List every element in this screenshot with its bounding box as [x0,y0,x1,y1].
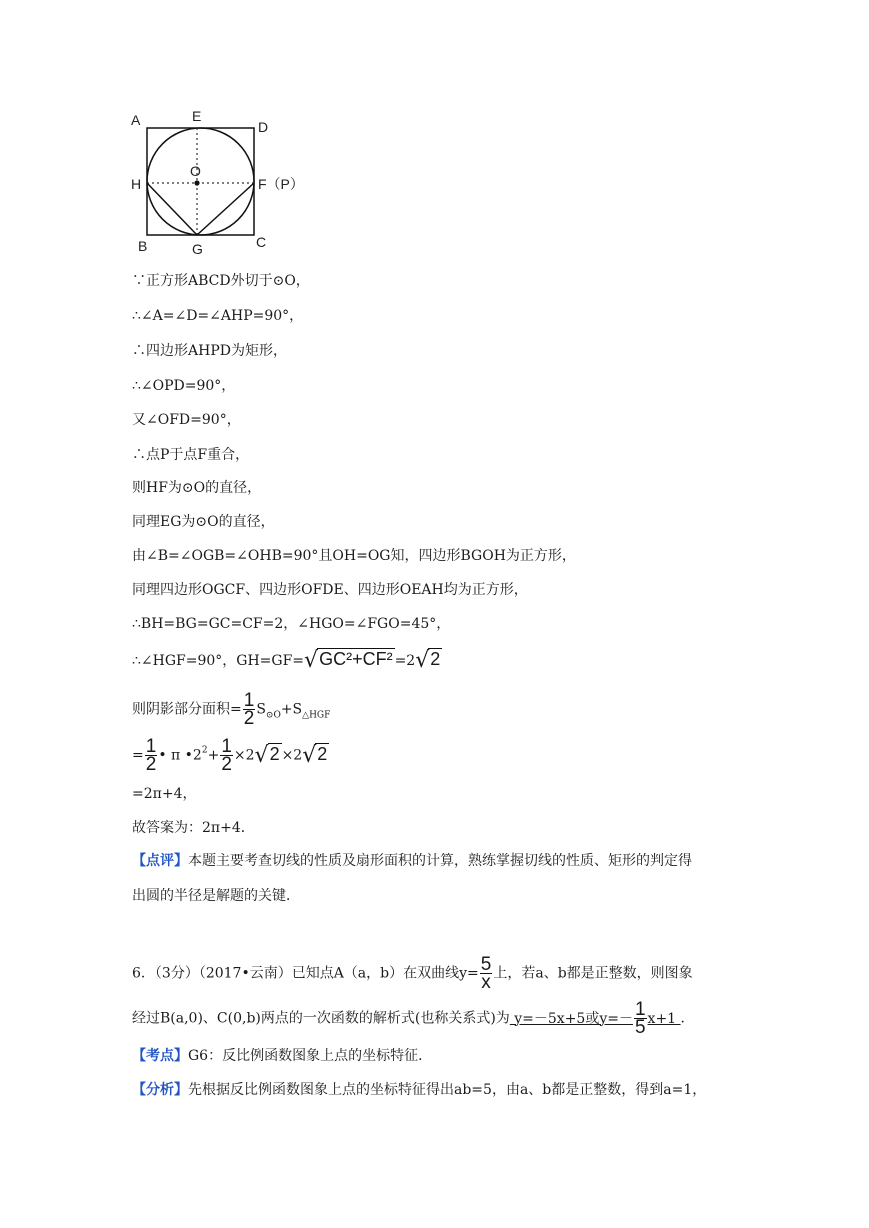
solution-line: ∴点P于点F重合， [132,447,250,463]
label-c: C [256,234,267,250]
numerator: 5 [480,954,492,975]
gh-gf-line [132,648,442,671]
question-6-line-1 [132,956,693,991]
radical-sign: √ [302,742,317,768]
radical-sign: √ [304,648,319,673]
solution-line: 则HF为⊙O的直径， [132,480,262,496]
compute-line [132,738,329,773]
comment-line [132,851,692,871]
solution-line: ∴BH=BG=GC=CF=2，∠HGO=∠FGO=45°， [132,616,451,632]
label-e: E [192,108,202,124]
solution-line: ∴四边形AHPD为矩形， [132,343,287,359]
center-point [194,180,199,185]
label-d: D [258,119,269,135]
subscript: ⊙O [265,710,281,721]
fraction-5-over-x [480,956,493,991]
s-triangle: +S [280,701,303,718]
equals: = [132,747,144,764]
radicand: 2 [269,743,280,764]
comment-tag: 【点评】 [132,853,188,869]
question-6-line-2 [132,1001,695,1036]
solution-line: ∴∠OPD=90°， [132,378,236,394]
solution-line: 同理EG为⊙O的直径， [132,514,275,530]
knowledge-point-line [132,1046,432,1066]
numerator: 1 [243,690,255,711]
line-text: ∴∠HGF=90°，GH=GF= [132,653,305,669]
knowledge-tag: 【考点】 [132,1048,188,1064]
fraction-half [243,692,256,727]
radicand: 2 [317,743,328,764]
label-b: B [138,238,148,254]
circle-o [147,128,254,235]
radicand: GC²+CF² [319,649,393,669]
fraction-half [220,738,233,773]
question-text: 6．（3分）（2017•云南）已知点A（a，b）在双曲线y= [132,965,479,982]
analysis-tag: 【分析】 [132,1082,188,1098]
fraction-1-over-5 [634,1001,647,1036]
analysis-text: 先根据反比例函数图象上点的坐标特征得出ab=5，由a、b都是正整数，得到a=1， [188,1082,707,1098]
line-text: 则阴影部分面积= [132,701,242,718]
question-text: 上，若a、b都是正整数，则图象 [493,965,693,982]
pi-term: • π •2 [158,747,202,764]
numerator: 1 [634,999,646,1020]
label-h: H [131,176,142,192]
times-two: ×2 [233,747,255,764]
solution-line: 由∠B=∠OGB=∠OHB=90°且OH=OG知，四边形BGOH为正方形， [132,548,576,564]
comment-line-2: 出圆的半径是解题的关键． [132,888,300,904]
label-o: O [190,163,201,179]
equals-two: =2 [394,653,416,669]
denominator: 2 [221,754,232,775]
solution-line: ∴∠A=∠D=∠AHP=90°， [132,308,304,324]
square-circle-figure [128,108,308,258]
label-f: F（P） [258,176,304,192]
answer-blank: y=－5x+5或y=－ $\frac{1}{5}$ x+1 [509,999,681,1038]
question-text: 经过B(a,0)、C(0,b)两点的一次函数的解析式(也称关系式)为 [132,1010,510,1027]
answer-line: 故答案为：2π+4． [132,820,255,836]
s-circle: S [256,701,266,718]
comment-text: 本题主要考查切线的性质及扇形面积的计算，熟练掌握切线的性质、矩形的判定得 [188,853,692,869]
numerator: 1 [221,736,232,757]
radical-sign: √ [415,648,430,673]
solution-line: =2π+4， [132,786,197,802]
knowledge-text: G6：反比例函数图象上点的坐标特征． [188,1048,433,1064]
denominator: 2 [243,708,255,729]
radicand: 2 [430,649,441,669]
label-a: A [131,112,141,128]
label-g: G [192,241,203,257]
subscript: △HGF [302,710,331,721]
radical-sign: √ [254,742,269,768]
superscript: 2 [201,745,208,756]
solution-line: 又∠OFD=90°， [132,412,241,428]
fraction-half [145,738,158,773]
chord-gf [197,183,254,235]
plus: + [207,747,220,764]
period: ． [680,1010,695,1027]
numerator: 1 [145,736,157,757]
solution-line: 同理四边形OGCF、四边形OFDE、四边形OEAH均为正方形， [132,582,528,598]
denominator: 2 [145,754,157,775]
denominator: 5 [634,1017,646,1038]
times-two: ×2 [281,747,303,764]
analysis-line [132,1080,706,1100]
denominator: x [481,972,491,993]
area-line [132,692,330,727]
solution-line: ∵正方形ABCD外切于⊙O， [132,273,310,289]
